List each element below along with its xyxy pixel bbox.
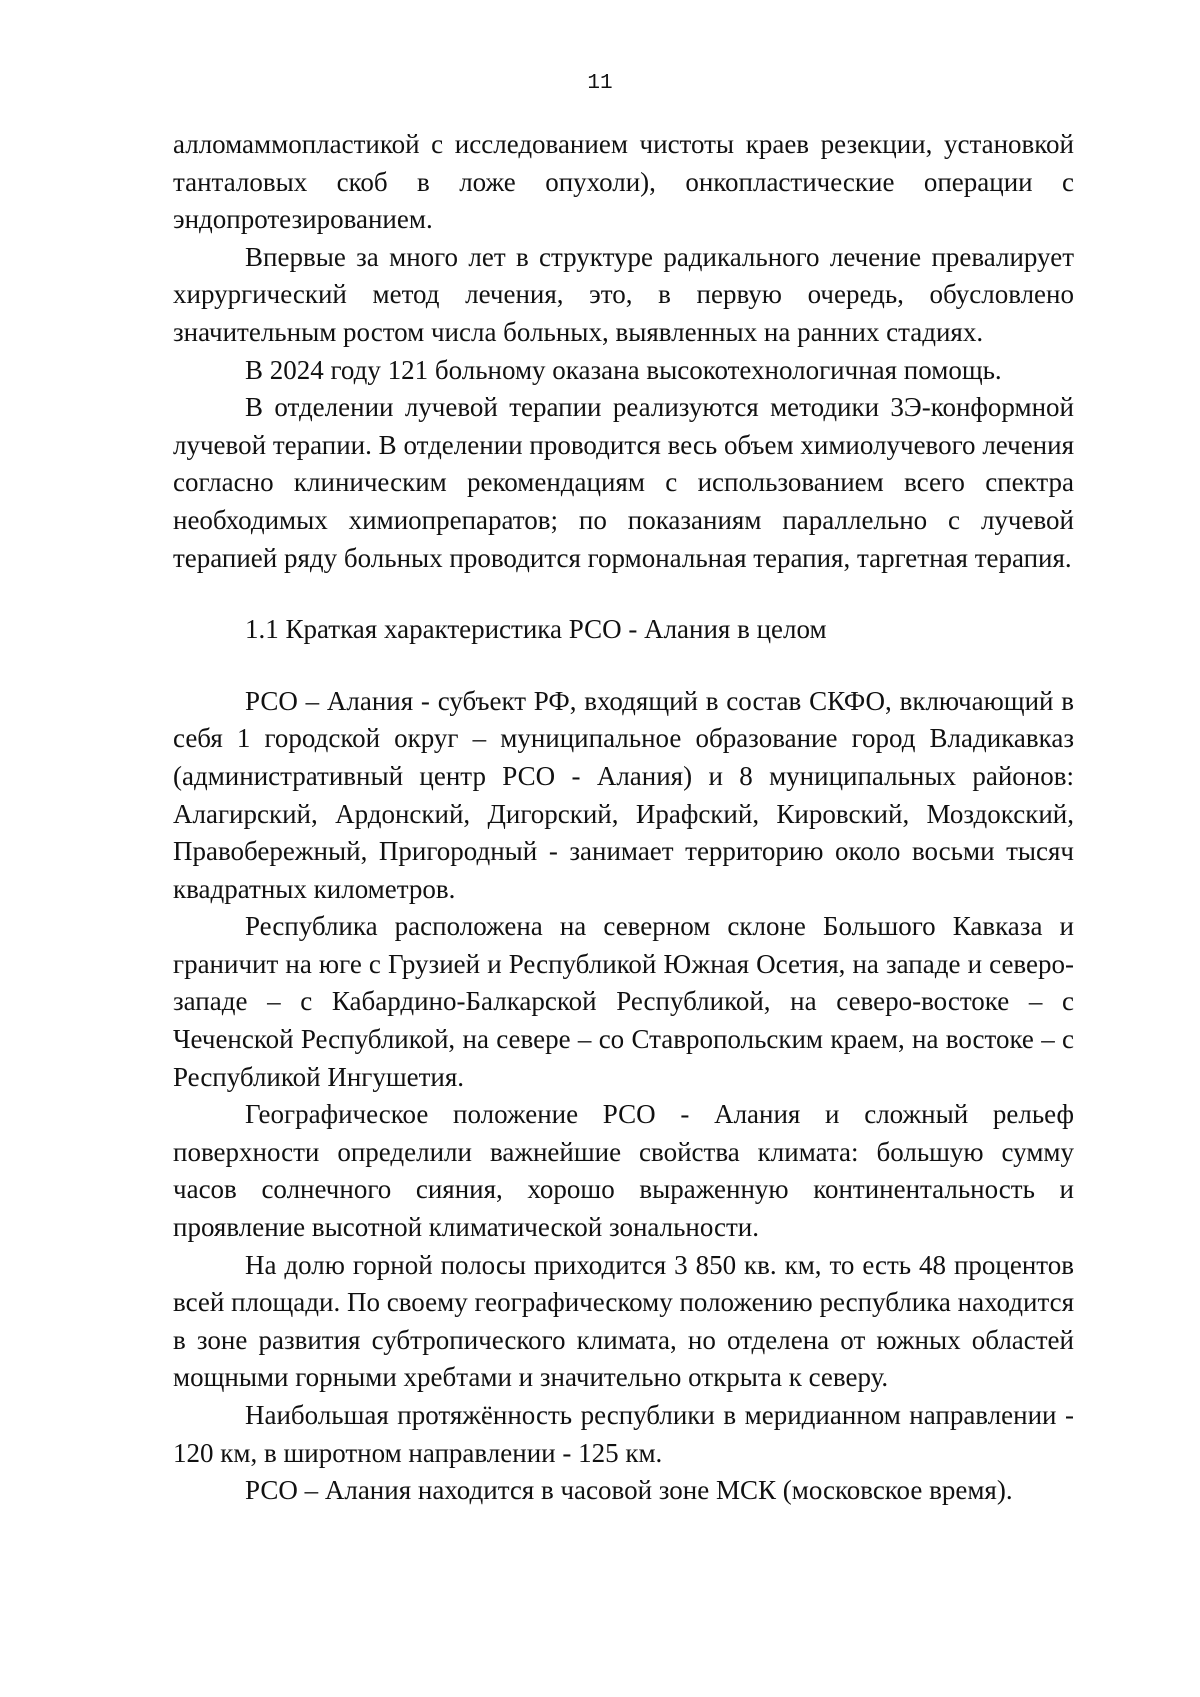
paragraph-continuation: алломаммопластикой с исследованием чистоты краев резекции, установкой танталовых скоб в ложе опухоли), онкопластические операции с эндопротезированием. [173, 129, 1074, 235]
paragraph-radiation-therapy: В отделении лучевой терапии реализуются методики 3Э-конформной лучевой терапии. В отделении проводится весь объем химиолучевого лечения согласно клиническим рекомендациям с использованием всего спектра необходимых химиопрепаратов; по показаниям параллельно с лучевой терапией ряду больных проводится гормональная терапия, таргетная терапия. [173, 392, 1074, 573]
paragraph-borders: Республика расположена на северном склоне Большого Кавказа и граничит на юге с Грузией и Республикой Южная Осетия, на западе и северо-западе – с Кабардино-Балкарской Республикой, на северо-востоке – с Чеченской Республикой, на севере – со Ставропольским краем, на востоке – с Республикой Ингушетия. [173, 911, 1074, 1092]
paragraph-region-overview: РСО – Алания - субъект РФ, входящий в состав СКФО, включающий в себя 1 городской округ – муниципальное образование город Владикавказ (административный центр РСО - Алания) и 8 муниципальных районов: Алагирский, Ардонский, Дигорский, Ирафский, Кировский, Моздокский, Правобережный, Пригородный - занимает территорию около восьми тысяч квадратных километров. [173, 685, 1074, 904]
page-number: 11 [587, 72, 613, 95]
paragraph-surgical-method: Впервые за много лет в структуре радикального лечение превалирует хирургический метод лечения, это, в первую очередь, обусловлено значительным ростом числа больных, выявленных на ранних стадиях. [173, 241, 1074, 347]
paragraph-extent: Наибольшая протяжённость республики в меридианном направлении - 120 км, в широтном направлении - 125 км. [173, 1400, 1074, 1468]
document-body [173, 126, 1074, 1510]
paragraph-time-zone: РСО – Алания находится в часовой зоне МСК (московское время). [245, 1475, 1013, 1506]
paragraph-mountain-area: На долю горной полосы приходится 3 850 кв. км, то есть 48 процентов всей площади. По своему географическому положению республика находится в зоне развития субтропического климата, но отделена от южных областей мощными горными хребтами и значительно открыта к северу. [173, 1249, 1074, 1393]
paragraph-high-tech-care: В 2024 году 121 больному оказана высокотехнологичная помощь. [245, 354, 1002, 385]
section-heading: 1.1 Краткая характеристика РСО - Алания в целом [245, 614, 827, 645]
paragraph-climate: Географическое положение РСО - Алания и сложный рельеф поверхности определили важнейшие свойства климата: большую сумму часов солнечного сияния, хорошо выраженную континентальность и проявление высотной климатической зональности. [173, 1099, 1074, 1243]
